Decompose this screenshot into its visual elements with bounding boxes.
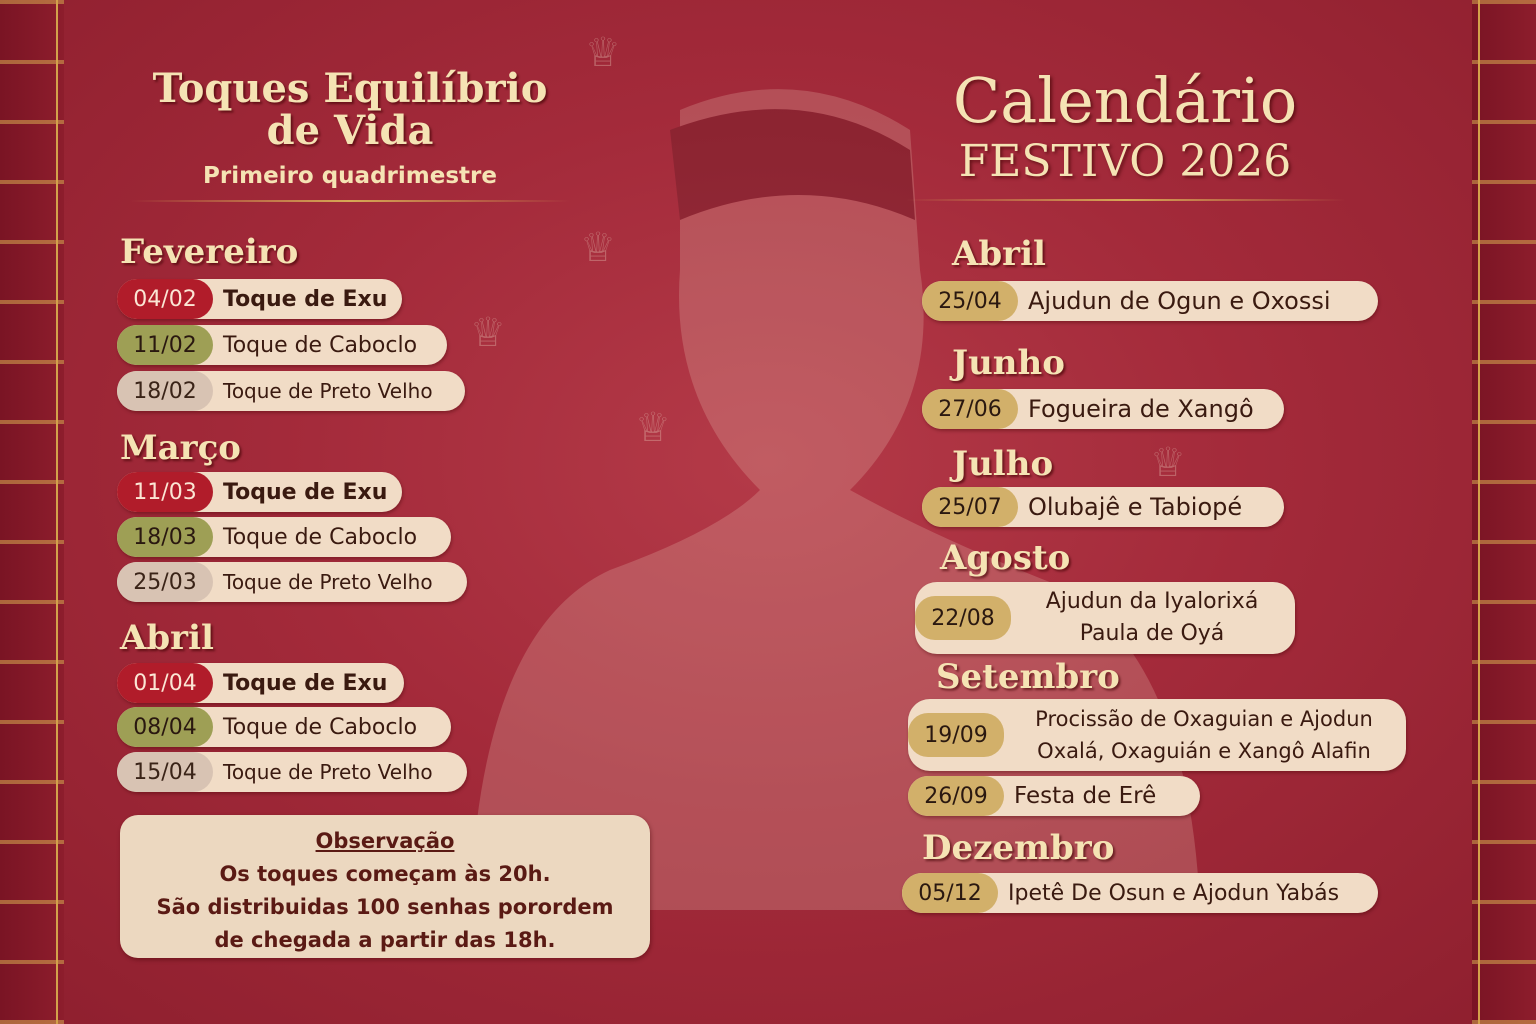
event-date-badge: 25/04 xyxy=(922,281,1018,321)
left-title-divider xyxy=(130,200,570,202)
event-row xyxy=(922,487,1284,527)
month-heading-julho: Julho xyxy=(952,444,1054,484)
month-heading-setembro: Setembro xyxy=(936,657,1120,697)
left-title-line1: Toques Equilíbrio xyxy=(152,65,548,112)
event-label: Toque de Preto Velho xyxy=(223,379,433,403)
event-row xyxy=(902,873,1378,913)
event-label: Festa de Erê xyxy=(1014,783,1157,809)
event-label: Fogueira de Xangô xyxy=(1028,395,1254,423)
event-date-badge: 11/02 xyxy=(117,325,213,365)
event-label xyxy=(1021,582,1283,654)
right-ornamental-border xyxy=(1472,0,1536,1024)
left-subtitle: Primeiro quadrimestre xyxy=(203,163,497,189)
event-date-badge: 01/04 xyxy=(117,663,213,703)
event-row xyxy=(915,582,1295,654)
left-title xyxy=(120,65,580,154)
observation-note xyxy=(120,815,650,958)
event-row xyxy=(922,389,1284,429)
event-row xyxy=(117,472,402,512)
left-ornamental-border xyxy=(0,0,64,1024)
right-title: Calendário xyxy=(952,64,1298,137)
month-heading-abril-right: Abril xyxy=(952,234,1046,274)
crown-icon: ♕ xyxy=(635,405,671,451)
event-date-badge: 26/09 xyxy=(908,776,1004,816)
event-row xyxy=(117,752,467,792)
month-heading-abril-left: Abril xyxy=(120,618,214,658)
event-label: Toque de Preto Velho xyxy=(223,760,433,784)
event-label: Toque de Exu xyxy=(223,479,388,505)
event-date-badge: 15/04 xyxy=(117,752,213,792)
right-subtitle: FESTIVO 2026 xyxy=(958,136,1292,187)
event-label: Toque de Preto Velho xyxy=(223,570,433,594)
month-heading-dezembro: Dezembro xyxy=(922,828,1115,868)
event-label-line: Oxalá, Oxaguián e Xangô Alafin xyxy=(1037,739,1371,763)
event-row xyxy=(117,517,451,557)
event-date-badge: 19/09 xyxy=(908,713,1004,757)
event-label-line: Paula de Oyá xyxy=(1079,621,1225,646)
event-label: Olubajê e Tabiopé xyxy=(1028,493,1243,521)
right-title-divider xyxy=(905,199,1345,201)
event-label: Toque de Caboclo xyxy=(223,524,418,550)
event-row xyxy=(922,281,1378,321)
event-row xyxy=(117,279,402,319)
event-label-line: Ajudun da Iyalorixá xyxy=(1045,589,1259,614)
month-heading-fevereiro: Fevereiro xyxy=(120,232,299,272)
event-date-badge: 04/02 xyxy=(117,279,213,319)
event-date-badge: 05/12 xyxy=(902,873,998,913)
event-date-badge: 22/08 xyxy=(915,596,1011,640)
event-label: Toque de Exu xyxy=(223,286,388,312)
crown-icon: ♕ xyxy=(470,310,506,356)
event-row xyxy=(117,325,447,365)
event-label xyxy=(1014,699,1394,771)
event-label: Ajudun de Ogun e Oxossi xyxy=(1028,287,1331,315)
observation-line: Os toques começam às 20h. xyxy=(219,862,551,886)
event-label: Toque de Caboclo xyxy=(223,332,418,358)
month-heading-agosto: Agosto xyxy=(940,538,1071,578)
month-heading-marco: Março xyxy=(120,428,241,468)
crown-icon: ♕ xyxy=(585,30,621,76)
event-label: Toque de Exu xyxy=(223,670,388,696)
observation-line: de chegada a partir das 18h. xyxy=(214,928,556,952)
event-date-badge: 25/07 xyxy=(922,487,1018,527)
event-label-line: Procissão de Oxaguian e Ajodun xyxy=(1035,707,1373,731)
crown-icon: ♕ xyxy=(580,225,616,271)
event-date-badge: 11/03 xyxy=(117,472,213,512)
event-row xyxy=(908,776,1200,816)
event-date-badge: 27/06 xyxy=(922,389,1018,429)
event-date-badge: 08/04 xyxy=(117,707,213,747)
event-date-badge: 18/02 xyxy=(117,371,213,411)
event-row xyxy=(117,562,467,602)
crown-icon: ♕ xyxy=(1150,440,1186,486)
month-heading-junho: Junho xyxy=(952,343,1065,383)
event-row xyxy=(908,699,1406,771)
event-date-badge: 18/03 xyxy=(117,517,213,557)
event-row xyxy=(117,371,465,411)
event-label: Toque de Caboclo xyxy=(223,714,418,740)
event-date-badge: 25/03 xyxy=(117,562,213,602)
observation-heading: Observação xyxy=(315,829,455,853)
event-row xyxy=(117,707,451,747)
event-row xyxy=(117,663,404,703)
event-label: Ipetê De Osun e Ajodun Yabás xyxy=(1008,880,1340,906)
observation-line: São distribuidas 100 senhas porordem xyxy=(156,895,614,919)
left-title-line2: de Vida xyxy=(266,107,434,154)
